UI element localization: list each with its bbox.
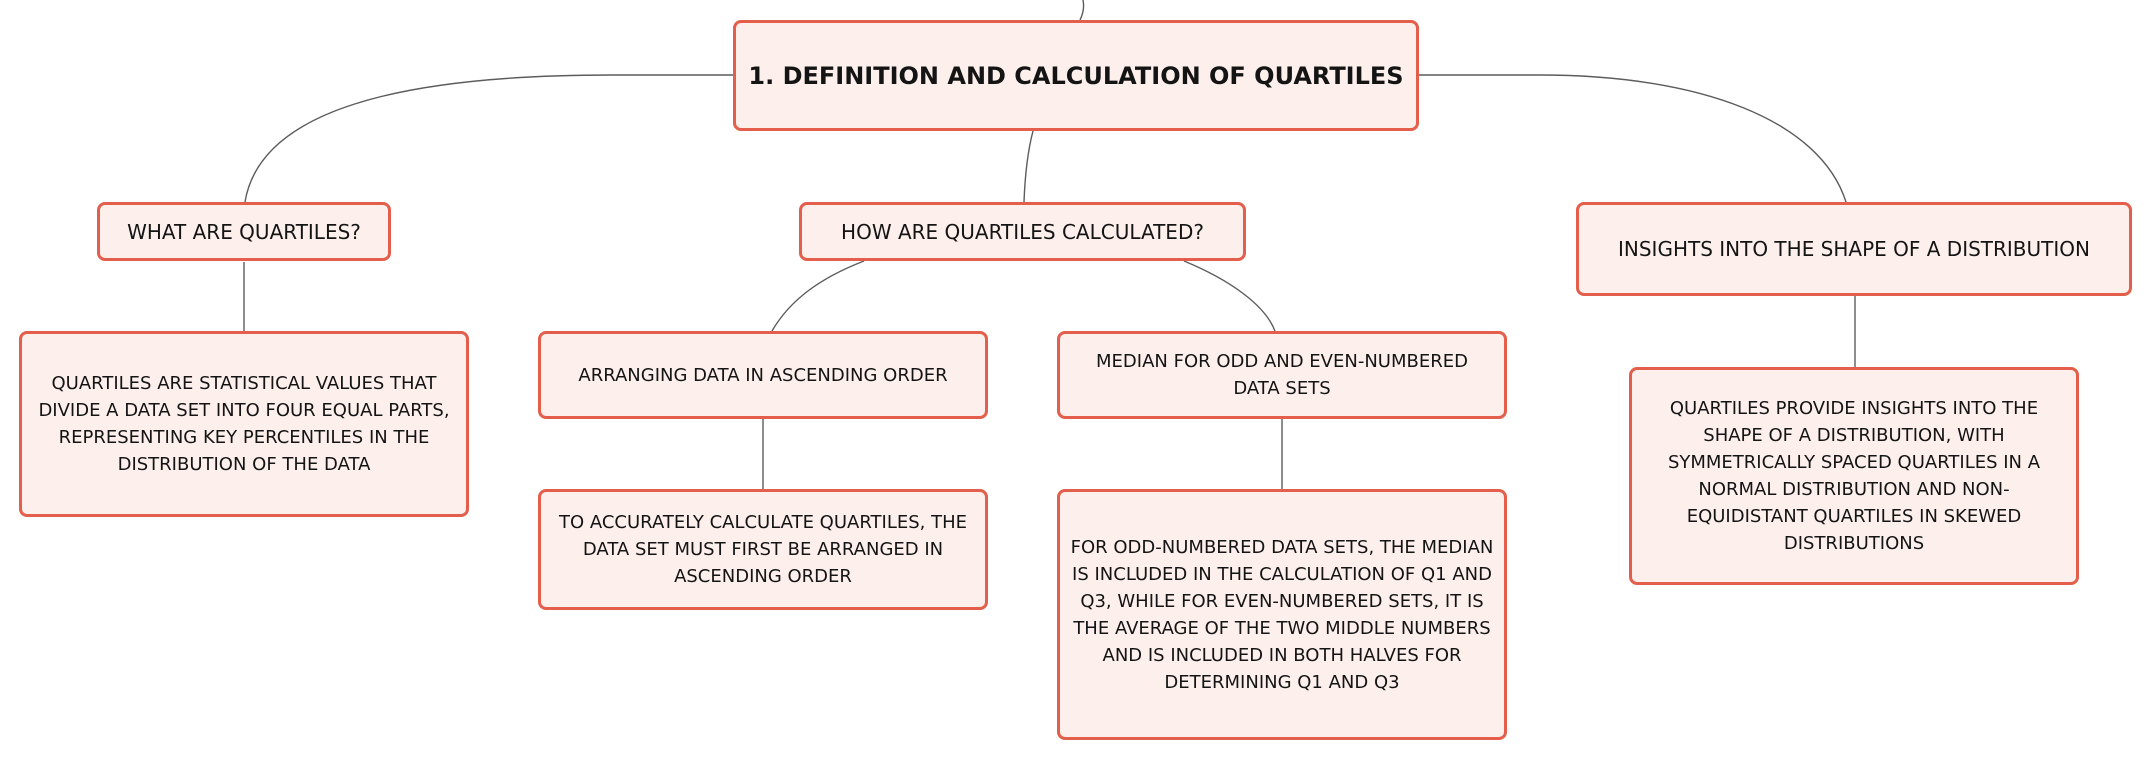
detail-arranging-text: TO ACCURATELY CALCULATE QUARTILES, THE DATA SET MUST FIRST BE ARRANGED IN ASCENDING ORDER: [558, 512, 968, 587]
topic-how-are-quartiles-calculated[interactable]: [799, 202, 1246, 261]
connector-root-parent: [1080, 0, 1084, 20]
root-node[interactable]: [733, 20, 1419, 131]
topic-insights-into-shape[interactable]: [1576, 202, 2132, 296]
topic-insights-label: INSIGHTS INTO THE SHAPE OF A DISTRIBUTION: [1618, 237, 2090, 261]
detail-median-odd-even[interactable]: [1057, 489, 1507, 740]
subtopic-arranging-data[interactable]: [538, 331, 988, 419]
topic-what-are-quartiles[interactable]: [97, 202, 391, 261]
detail-insights[interactable]: [1629, 367, 2079, 585]
connector-root-to-how: [1024, 131, 1033, 202]
root-node-label: 1. DEFINITION AND CALCULATION OF QUARTILES: [748, 61, 1404, 90]
detail-median-text: FOR ODD-NUMBERED DATA SETS, THE MEDIAN IS INCLUDED IN THE CALCULATION OF Q1 AND Q3, WHILE FOR EVEN-NUMBERED SETS, IT IS THE AVERAGE OF THE TWO MIDDLE NUMBERS AND IS INCLUDED IN BOTH HALVES FOR DETERMINING Q1 AND Q3: [1070, 536, 1494, 693]
connector-root-to-what: [245, 75, 733, 202]
detail-what-text: QUARTILES ARE STATISTICAL VALUES THAT DIVIDE A DATA SET INTO FOUR EQUAL PARTS, REPRESENTING KEY PERCENTILES IN THE DISTRIBUTION OF THE DATA: [38, 373, 450, 475]
connector-how-to-median: [1184, 261, 1275, 331]
detail-arranging-data[interactable]: [538, 489, 988, 610]
detail-what-are-quartiles[interactable]: [19, 331, 469, 517]
subtopic-median-odd-even[interactable]: [1057, 331, 1507, 419]
subtopic-arranging-label: ARRANGING DATA IN ASCENDING ORDER: [578, 364, 948, 386]
connector-root-to-insights: [1419, 75, 1846, 202]
topic-how-label: HOW ARE QUARTILES CALCULATED?: [841, 219, 1204, 244]
topic-what-label: WHAT ARE QUARTILES?: [127, 219, 361, 244]
subtopic-median-label: MEDIAN FOR ODD AND EVEN-NUMBERED DATA SETS: [1096, 351, 1468, 399]
connector-how-to-arranging: [772, 261, 864, 331]
detail-insights-text: QUARTILES PROVIDE INSIGHTS INTO THE SHAPE OF A DISTRIBUTION, WITH SYMMETRICALLY SPACED QUARTILES IN A NORMAL DISTRIBUTION AND NON-EQUIDISTANT QUARTILES IN SKEWED DISTRIBUTIONS: [1667, 398, 2041, 554]
